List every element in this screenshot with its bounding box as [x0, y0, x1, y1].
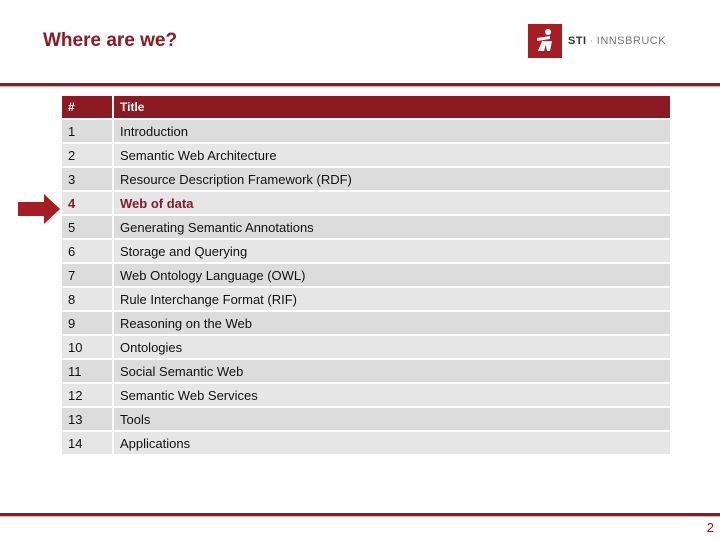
sti-logo-icon	[528, 24, 562, 58]
row-title: Semantic Web Architecture	[114, 144, 670, 166]
row-title: Social Semantic Web	[114, 360, 670, 382]
table-row	[62, 120, 670, 142]
row-number: 9	[62, 312, 112, 334]
table-header-row	[62, 96, 670, 118]
row-number: 7	[62, 264, 112, 286]
table-row	[62, 168, 670, 190]
logo-city: INNSBRUCK	[596, 35, 667, 47]
row-title: Reasoning on the Web	[114, 312, 670, 334]
row-title: Tools	[114, 408, 670, 430]
row-title: Ontologies	[114, 336, 670, 358]
current-item-arrow-icon	[18, 194, 62, 224]
table-row-current	[62, 192, 670, 214]
table-row	[62, 408, 670, 430]
row-title: Web of data	[114, 192, 670, 214]
logo-separator: ·	[589, 35, 594, 47]
row-number: 14	[62, 432, 112, 454]
table-row	[62, 384, 670, 406]
column-header-title: Title	[114, 96, 670, 118]
row-number: 2	[62, 144, 112, 166]
header-divider-shadow	[0, 86, 720, 87]
logo-brand: STI	[568, 35, 587, 47]
row-title: Generating Semantic Annotations	[114, 216, 670, 238]
row-title: Applications	[114, 432, 670, 454]
row-title: Web Ontology Language (OWL)	[114, 264, 670, 286]
sti-innsbruck-logo	[528, 23, 666, 59]
row-number: 8	[62, 288, 112, 310]
table-row	[62, 216, 670, 238]
logo-wordmark	[568, 35, 666, 47]
row-number: 1	[62, 120, 112, 142]
row-title: Rule Interchange Format (RIF)	[114, 288, 670, 310]
table-row	[62, 432, 670, 454]
footer-divider-shadow	[0, 516, 720, 517]
row-title: Introduction	[114, 120, 670, 142]
row-number: 10	[62, 336, 112, 358]
row-number: 13	[62, 408, 112, 430]
column-header-number: #	[62, 96, 112, 118]
page-number: 2	[706, 520, 714, 535]
row-number: 3	[62, 168, 112, 190]
row-number: 11	[62, 360, 112, 382]
row-title: Semantic Web Services	[114, 384, 670, 406]
row-title: Storage and Querying	[114, 240, 670, 262]
table-row	[62, 336, 670, 358]
row-title: Resource Description Framework (RDF)	[114, 168, 670, 190]
table-row	[62, 240, 670, 262]
agenda-table	[60, 94, 672, 456]
row-number: 5	[62, 216, 112, 238]
table-row	[62, 264, 670, 286]
table-row	[62, 360, 670, 382]
row-number: 12	[62, 384, 112, 406]
table-row	[62, 312, 670, 334]
row-number: 4	[62, 192, 112, 214]
row-number: 6	[62, 240, 112, 262]
table-row	[62, 144, 670, 166]
table-row	[62, 288, 670, 310]
slide-title: Where are we?	[43, 30, 178, 51]
